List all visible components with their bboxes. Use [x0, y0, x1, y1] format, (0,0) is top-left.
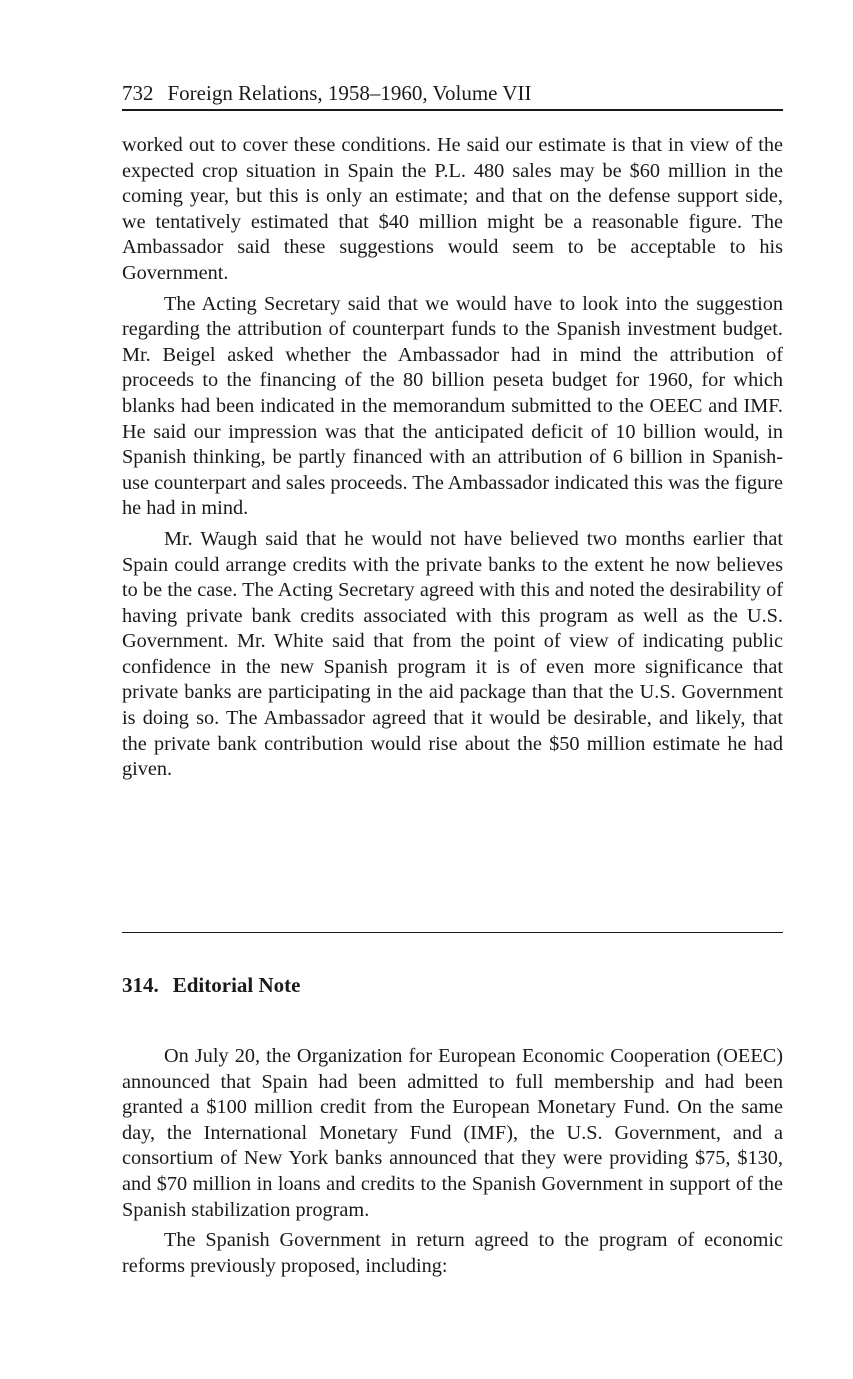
- paragraph: worked out to cover these conditions. He said our estimate is that in view of the expected crop situation in Spain the P.L. 480 sales may be $60 million in the coming year, but this is only an estimate; and that on the defense support side, we tentatively estimated that $40 million might be a reasonable figure. The Ambassador said these suggestions would seem to be acceptable to his Government.: [122, 134, 783, 284]
- page-number: 732: [122, 81, 154, 105]
- paragraph: Mr. Waugh said that he would not have believed two months earlier that Spain could arrange credits with the private banks to the extent he now believes to be the case. The Acting Secretary agreed with this and noted the desirability of having private bank credits associated with this program as well as the U.S. Government. Mr. White said that from the point of view of indicating public confidence in the new Spanish program it is of even more significance that private banks are participating in the aid package than that the U.S. Government is doing so. The Ambassador agreed that it would be desirable, and likely, that the private bank contribution would rise about the $50 million estimate he had given.: [122, 527, 783, 781]
- paragraph: The Spanish Government in return agreed to the program of economic reforms previously proposed, including:: [122, 1229, 783, 1277]
- header-rule: [122, 109, 783, 111]
- section-heading: [122, 970, 300, 1000]
- paragraph: On July 20, the Organization for European Economic Cooperation (OEEC) announced that Spain had been admitted to full membership and had been granted a $100 million credit from the European Monetary Fund. On the same day, the International Monetary Fund (IMF), the U.S. Government, and a consortium of New York banks announced that they were providing $75, $130, and $70 million in loans and credits to the Spanish Government in support of the Spanish stabilization program.: [122, 1045, 783, 1221]
- continued-text: [122, 133, 783, 788]
- paragraph: The Acting Secretary said that we would have to look into the suggestion regarding the attribution of counterpart funds to the Spanish investment budget. Mr. Beigel asked whether the Ambassador had in mind the attribution of proceeds to the financing of the 80 billion peseta budget for 1960, for which blanks had been indicated in the memorandum submitted to the OEEC and IMF. He said our impression was that the anticipated deficit of 10 billion would, in Spanish thinking, be partly financed with an attribution of 6 billion in Spanish-use counterpart and sales proceeds. The Ambassador indicated this was the figure he had in mind.: [122, 292, 783, 520]
- section-title: Editorial Note: [172, 973, 301, 997]
- document-number: 314.: [122, 973, 159, 997]
- running-head: [122, 78, 783, 108]
- editorial-note-text: [122, 1044, 783, 1284]
- section-divider: [122, 932, 783, 933]
- publication-title: Foreign Relations, 1958–1960, Volume VII: [167, 81, 532, 105]
